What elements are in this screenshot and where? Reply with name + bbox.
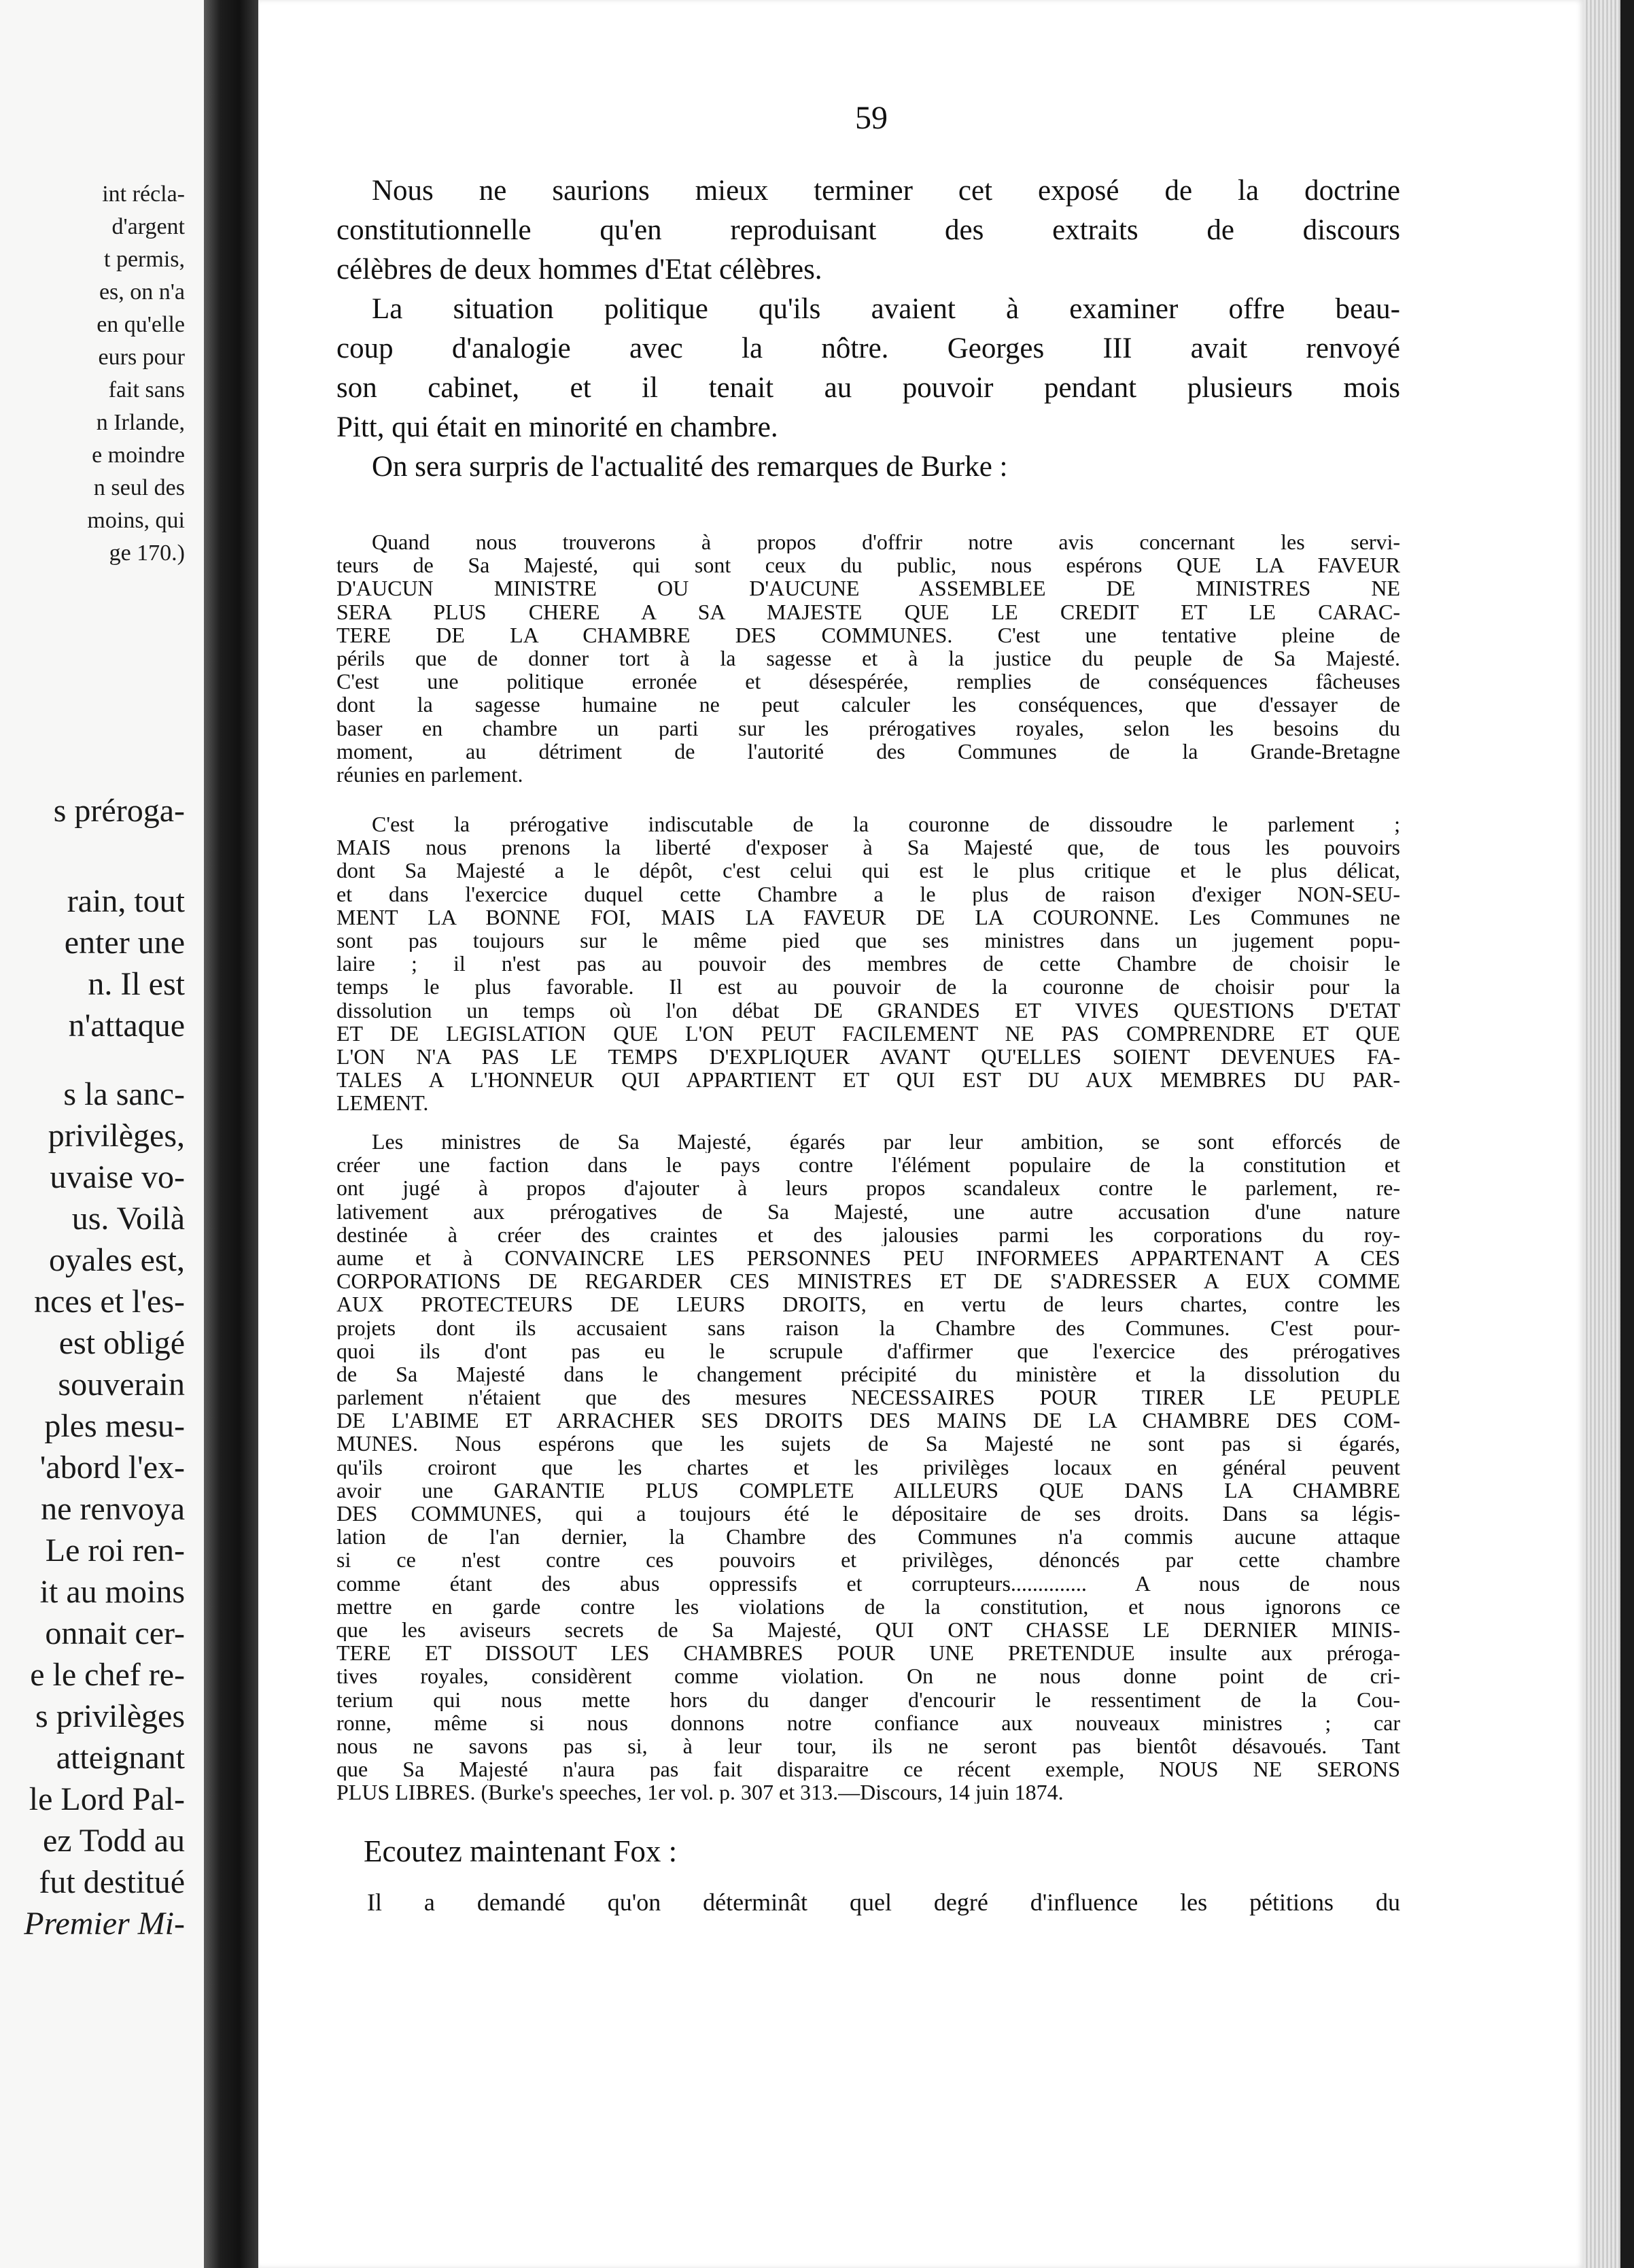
quote-line: qu'ils croiront que les chartes et les privilèges locaux en général peuvent [336, 1455, 1400, 1479]
left-line: onnait cer- [45, 1615, 185, 1651]
text-line: constitutionnelle qu'en reproduisant des extraits de discours [336, 214, 1400, 246]
text-line: On sera surpris de l'actualité des remarques de Burke : [372, 451, 1008, 483]
left-line: oyales est, [49, 1242, 185, 1278]
left-line: e moindre [92, 443, 185, 468]
left-line: 'abord l'ex- [39, 1449, 185, 1485]
quote-line: terium qui nous mette hors du danger d'encourir le ressentiment de la Cou- [336, 1687, 1400, 1711]
quote-line: CORPORATIONS DE REGARDER CES MINISTRES ET DE S'ADRESSER A EUX COMME [336, 1269, 1400, 1293]
left-line: it au moins [39, 1574, 185, 1610]
quote-line: parlement n'étaient que des mesures NECESSAIRES POUR TIRER LE PEUPLE [336, 1386, 1400, 1409]
left-line: fait sans [108, 377, 185, 402]
text-line: Il a demandé qu'on déterminât quel degré d'influence les pétitions du [367, 1889, 1400, 1916]
left-line: fut destitué [39, 1864, 185, 1900]
quote-line: TALES A L'HONNEUR QUI APPARTIENT ET QUI EST DU AUX MEMBRES DU PAR- [336, 1068, 1400, 1092]
previous-page-fragment [0, 0, 204, 2268]
text-line: coup d'analogie avec la nôtre. Georges III avait renvoyé [336, 332, 1400, 364]
quote-line: MENT LA BONNE FOI, MAIS LA FAVEUR DE LA COURONNE. Les Communes ne [336, 905, 1400, 929]
quote-line: dont Sa Majesté a le dépôt, c'est celui qui est le plus critique et le plus délicat, [336, 859, 1400, 882]
left-line: ge 170.) [109, 540, 185, 566]
quote-line: laire ; il n'est pas au pouvoir des membres de cette Chambre de choisir le [336, 952, 1400, 976]
quote-line: sont pas toujours sur le même pied que ses ministres dans un jugement popu- [336, 928, 1400, 952]
quote-line: DES COMMUNES, qui a toujours été le dépositaire de ses droits. Dans sa légis- [336, 1502, 1400, 1526]
page-number: 59 [855, 100, 888, 136]
burke-quote-paragraph-2 [336, 812, 1400, 1114]
quote-line: nous ne savons pas si, à leur tour, ils ne seront pas bientôt désavoués. Tant [336, 1734, 1400, 1758]
left-line: ples mesu- [44, 1408, 185, 1444]
left-line: est obligé [58, 1325, 185, 1361]
quote-line: TERE DE LA CHAMBRE DES COMMUNES. C'est une tentative pleine de [336, 623, 1400, 647]
intro-text [336, 171, 1400, 487]
quote-line: SERA PLUS CHERE A SA MAJESTE QUE LE CREDIT ET LE CARAC- [336, 600, 1400, 623]
left-line: moins, qui [87, 508, 185, 533]
left-line: le Lord Pal- [29, 1781, 185, 1817]
quote-line: créer une faction dans le pays contre l'élément populaire de la constitution et [336, 1153, 1400, 1177]
left-line: souverain [58, 1367, 185, 1403]
left-line: e le chef re- [30, 1657, 185, 1693]
text-line: La situation politique qu'ils avaient à examiner offre beau- [372, 293, 1400, 325]
page-stack-edge [1584, 0, 1634, 2268]
book-binding-gutter [204, 0, 258, 2268]
left-line: n. Il est [88, 966, 185, 1002]
quote-line: PLUS LIBRES. (Burke's speeches, 1er vol. p. 307 et 313.—Discours, 14 juin 1874. [336, 1781, 1064, 1804]
left-line: int récla- [102, 182, 185, 207]
previous-page-text [0, 178, 185, 1944]
quote-line: dissolution un temps où l'on débat DE GRANDES ET VIVES QUESTIONS D'ETAT [336, 998, 1400, 1022]
left-line: es, on n'a [99, 279, 185, 305]
quote-line: projets dont ils accusaient sans raison la Chambre des Communes. C'est pour- [336, 1316, 1400, 1339]
quote-line: L'ON N'A PAS LE TEMPS D'EXPLIQUER AVANT QU'ELLES SOIENT DEVENUES FA- [336, 1044, 1400, 1069]
quote-line: AUX PROTECTEURS DE LEURS DROITS, en vertu de leurs chartes, contre les [336, 1292, 1400, 1316]
left-line: t permis, [104, 247, 185, 272]
left-line: atteignant [56, 1740, 185, 1776]
left-line: uvaise vo- [50, 1159, 185, 1195]
quote-line: DE L'ABIME ET ARRACHER SES DROITS DES MAINS DE LA CHAMBRE DES COM- [336, 1409, 1400, 1432]
quote-line: temps le plus favorable. Il est au pouvoir de la couronne de choisir pour la [336, 975, 1400, 999]
quote-line: que les aviseurs secrets de Sa Majesté, QUI ONT CHASSE LE DERNIER MINIS- [336, 1617, 1400, 1642]
quote-line: que Sa Majesté n'aura pas fait disparaitre ce récent exemple, NOUS NE SERONS [336, 1757, 1400, 1781]
left-line: n Irlande, [96, 410, 185, 435]
left-line: eurs pour [98, 345, 185, 370]
quote-line: Les ministres de Sa Majesté, égarés par leur ambition, se sont efforcés de [372, 1130, 1400, 1154]
left-line: s privilèges [35, 1698, 185, 1734]
left-line: nces et l'es- [34, 1284, 185, 1320]
quote-line: réunies en parlement. [336, 762, 523, 787]
quote-line: comme étant des abus oppressifs et corrupteurs.............. A nous de nous [336, 1571, 1400, 1595]
quote-line: lativement aux prérogatives de Sa Majesté, une autre accusation d'une nature [336, 1199, 1400, 1223]
burke-quote-paragraph-1 [336, 530, 1400, 786]
left-line: d'argent [111, 214, 185, 239]
text-line: célèbres de deux hommes d'Etat célèbres. [336, 254, 822, 286]
quote-line: si ce n'est contre ces pouvoirs et privilèges, dénoncés par cette chambre [336, 1548, 1400, 1572]
quote-line: MUNES. Nous espérons que les sujets de Sa Majesté ne sont pas si égarés, [336, 1432, 1400, 1456]
left-line: en qu'elle [97, 312, 185, 337]
quote-line: C'est la prérogative indiscutable de la couronne de dissoudre le parlement ; [372, 812, 1400, 836]
quote-line: destinée à créer des craintes et des jalousies parmi les corporations du roy- [336, 1222, 1400, 1246]
quote-line: baser en chambre un parti sur les prérogatives royales, selon les besoins du [336, 716, 1400, 740]
quote-line: aume et à CONVAINCRE LES PERSONNES PEU INFORMEES APPARTENANT A CES [336, 1245, 1400, 1270]
burke-quote-paragraph-3 [336, 1130, 1400, 1804]
quote-line: TERE ET DISSOUT LES CHAMBRES POUR UNE PRETENDUE insulte aux préroga- [336, 1641, 1400, 1665]
quote-line: dont la sagesse humaine ne peut calculer les conséquences, que d'essayer de [336, 693, 1400, 717]
text-line: son cabinet, et il tenait au pouvoir pendant plusieurs mois [336, 372, 1400, 404]
quote-line: périls que de donner tort à la sagesse et à la justice du peuple de Sa Majesté. [336, 646, 1400, 670]
quote-line: C'est une politique erronée et désespérée, remplies de conséquences fâcheuses [336, 670, 1400, 693]
quote-line: tives royales, considèrent comme violation. On ne nous donne point de cri- [336, 1664, 1400, 1688]
quote-line: mettre en garde contre les violations de la constitution, et nous ignorons ce [336, 1594, 1400, 1618]
quote-line: MAIS nous prenons la liberté d'exposer à Sa Majesté que, de tous les pouvoirs [336, 836, 1400, 859]
quote-line: ET DE LEGISLATION QUE L'ON PEUT FACILEMENT NE PAS COMPRENDRE ET QUE [336, 1021, 1400, 1045]
left-line: rain, tout [67, 883, 185, 919]
left-line: privilèges, [48, 1118, 185, 1154]
quote-line: ont jugé à propos d'ajouter à leurs propos scandaleux contre le parlement, re- [336, 1176, 1400, 1200]
quote-line: LEMENT. [336, 1091, 429, 1115]
left-line: enter une [64, 925, 185, 961]
left-line: n seul des [93, 475, 185, 500]
quote-line: avoir une GARANTIE PLUS COMPLETE AILLEURS QUE DANS LA CHAMBRE [336, 1478, 1400, 1502]
left-line: Le roi ren- [45, 1532, 185, 1568]
text-line: Pitt, qui était en minorité en chambre. [336, 411, 778, 443]
quote-line: moment, au détriment de l'autorité des Communes de la Grande-Bretagne [336, 739, 1400, 763]
left-line: ne renvoya [41, 1491, 185, 1527]
quote-line: lation de l'an dernier, la Chambre des Communes n'a commis aucune attaque [336, 1525, 1400, 1549]
left-line: s la sanc- [63, 1076, 185, 1112]
left-line: s préroga- [53, 793, 185, 829]
quote-line: D'AUCUN MINISTRE OU D'AUCUNE ASSEMBLEE DE MINISTRES NE [336, 577, 1400, 600]
quote-line: de Sa Majesté dans le changement précipité du ministère et la dissolution du [336, 1362, 1400, 1386]
quote-line: ronne, même si nous donnons notre confiance aux nouveaux ministres ; car [336, 1711, 1400, 1734]
left-line: us. Voilà [71, 1201, 185, 1237]
left-line: Premier Mi- [24, 1906, 185, 1942]
text-line: Nous ne saurions mieux terminer cet exposé de la doctrine [372, 175, 1400, 207]
quote-line: quoi ils d'ont pas eu le scrupule d'affirmer que l'exercice des prérogatives [336, 1339, 1400, 1362]
quote-line: et dans l'exercice duquel cette Chambre a le plus de raison d'exiger NON-SEU- [336, 882, 1400, 906]
left-line: n'attaque [68, 1008, 185, 1044]
quote-line: Quand nous trouverons à propos d'offrir notre avis concernant les servi- [372, 530, 1400, 554]
quote-line: teurs de Sa Majesté, qui sont ceux du public, nous espérons QUE LA FAVEUR [336, 553, 1400, 577]
fox-heading: Ecoutez maintenant Fox : [364, 1834, 678, 1868]
left-line: ez Todd au [42, 1823, 185, 1859]
